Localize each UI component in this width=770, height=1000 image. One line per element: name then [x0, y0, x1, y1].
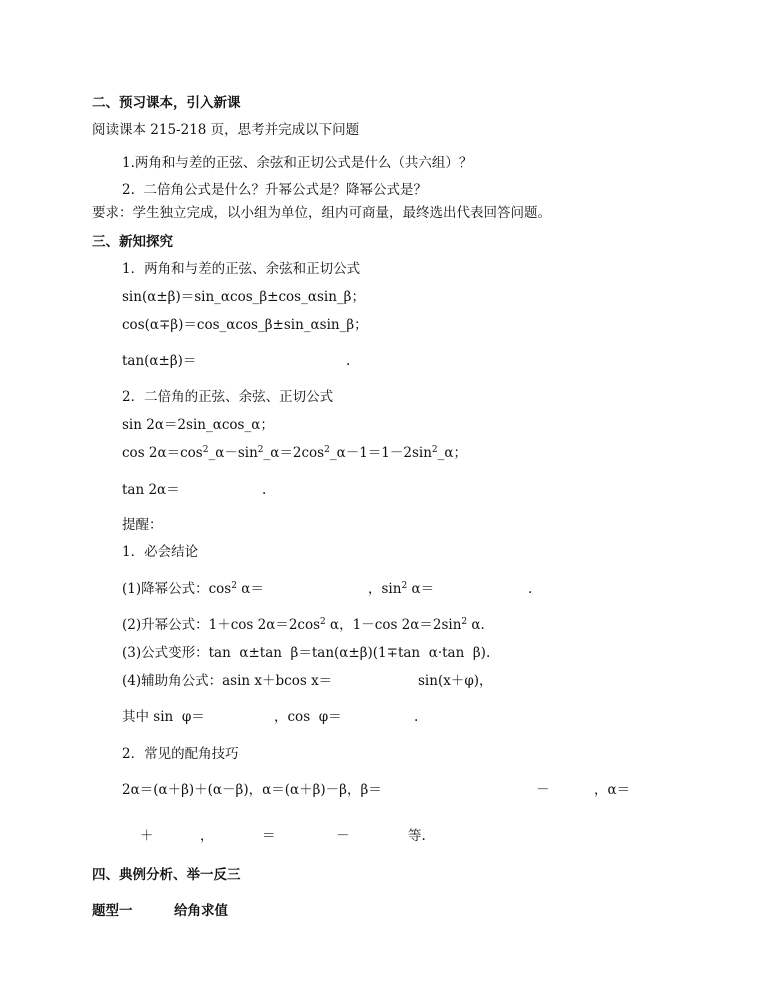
requirement-text: 要求：学生独立完成，以小组为单位，组内可商量，最终选出代表回答问题。 — [92, 205, 551, 221]
problem-type-title: 给角求值 — [174, 903, 228, 919]
section2-intro: 阅读课本 215-218 页，思考并完成以下问题 — [92, 122, 360, 138]
angle-technique-minus: － — [536, 782, 550, 798]
question-2: 2. 二倍角公式是什么？升幂公式是？降幂公式是？ — [122, 182, 427, 198]
formula-tan-sum: tan(α±β)＝ — [122, 353, 197, 369]
raise-power-formula: (2)升幂公式：1＋cos $2\alpha=2\cos^2$ α，1－cos $2\alpha=2\sin^2$ α. — [122, 617, 485, 633]
auxiliary-angle-formula: (4)辅助角公式：asin x＋bcos x＝ — [122, 673, 333, 689]
cos-phi-line: ，cos φ＝ — [274, 709, 342, 725]
angle-technique-alpha: ，α＝ — [594, 782, 631, 798]
subheading-sum-difference: 1．两角和与差的正弦、余弦和正切公式 — [122, 261, 361, 277]
formula-tan-double: tan 2α＝ — [122, 482, 180, 498]
formula-tan-sum-end: . — [346, 353, 351, 369]
reminder-label: 提醒： — [122, 517, 163, 533]
question-1: 1.两角和与差的正弦、余弦和正切公式是什么（共六组）？ — [122, 155, 473, 171]
auxiliary-angle-formula-rhs: sin(x＋φ)， — [418, 673, 493, 689]
formula-transformation: (3)公式变形：tan α±tan β＝tan(α±β)(1∓tan α·tan β). — [122, 645, 491, 661]
must-know-conclusions: 1．必会结论 — [122, 544, 199, 560]
formula-cos-sum: cos(α∓β)＝cos_αcos_β±sin_αsin_β； — [122, 317, 368, 333]
problem-type-label: 题型一 — [92, 903, 133, 919]
section3-heading: 三、新知探究 — [92, 234, 173, 250]
formula-sin-sum: sin(α±β)＝sin_αcos_β±cos_αsin_β； — [122, 289, 365, 305]
angle-techniques-heading: 2．常见的配角技巧 — [122, 746, 239, 762]
formula-sin-double: sin 2α＝2sin_αcos_α； — [122, 417, 274, 433]
angle-technique-line-1: 2α＝(α＋β)＋(α－β)，α＝(α＋β)－β，β＝ — [122, 782, 382, 798]
angle-technique-etc: 等. — [408, 828, 426, 844]
reduce-power-formula-end: . — [528, 581, 533, 597]
angle-technique-equals: ＝ — [262, 828, 276, 844]
reduce-power-formula-sin: ，$\sin^2 \alpha=$ — [368, 581, 435, 597]
subheading-double-angle: 2．二倍角的正弦、余弦、正切公式 — [122, 389, 334, 405]
section2-heading: 二、预习课本，引入新课 — [92, 95, 241, 111]
formula-cos-double: $\cos 2\alpha=\cos^2\_\alpha-\sin^2\_\alpha=2\cos^2\_\alpha-1=1-2\sin^2\_\alpha$； — [122, 445, 468, 461]
formula-tan-double-end: . — [262, 482, 267, 498]
angle-technique-plus: ＋ — [140, 828, 154, 844]
angle-technique-comma: ， — [200, 828, 214, 844]
reduce-power-formula: (1)降幂公式：$\cos^2 \alpha=$ — [122, 581, 264, 597]
phi-line-end: . — [414, 709, 419, 725]
sin-phi-line: 其中 sin φ＝ — [122, 709, 205, 725]
angle-technique-minus-2: － — [336, 828, 350, 844]
section4-heading: 四、典例分析、举一反三 — [92, 867, 241, 883]
